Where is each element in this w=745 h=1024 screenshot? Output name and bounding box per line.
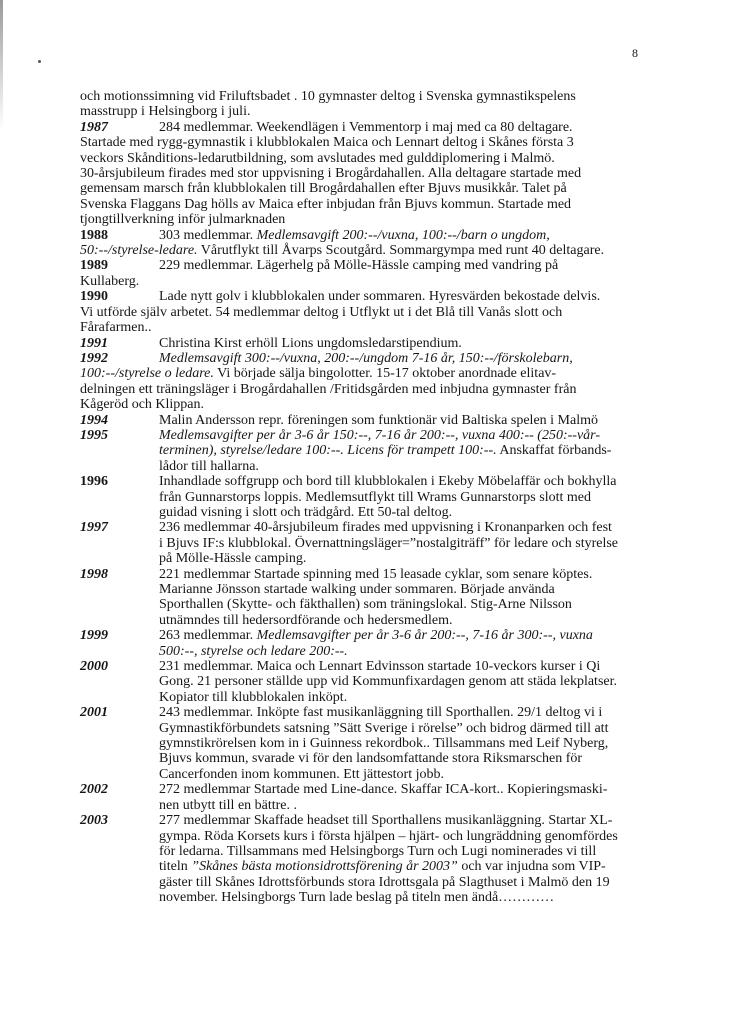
text-line — [80, 228, 650, 243]
text-line: 30-årsjubileum firades med stor uppvisning i Brogårdahallen. Alla deltagare startade med — [80, 166, 582, 182]
text-segment: 303 medlemmar. — [159, 227, 257, 243]
text-line: i Bjuvs IF:s klubblokal. Övernattningsläger=”nostalgiträff” för ledare och styrelse — [159, 535, 619, 551]
text-line: delningen ett träningsläger i Brogårdahallen /Fritidsgården med inbjudna gymnaster från — [80, 381, 577, 397]
entry-1998 — [80, 567, 650, 629]
year-label: 2002 — [80, 782, 108, 798]
text-line: Kopiator till klubblokalen inköpt. — [159, 689, 348, 705]
text-line: Gymnastikförbundets satsning ”Sätt Sverige i rörelse” och bidrog därmed till att — [159, 720, 609, 736]
text-line: gympa. Röda Korsets kurs i första hjälpen – hjärt- och lungräddning genomfördes — [159, 828, 618, 844]
award-title: ”Skånes bästa motionsidrottsförening år 2003” — [191, 859, 458, 875]
text-line: för ledarna. Tillsammans med Helsingborgs Turn och Lugi nominerades vi till — [159, 843, 597, 859]
text-line: tjongtillverkning inför julmarknaden — [80, 212, 286, 228]
entry-1990 — [80, 289, 650, 335]
text-line: Svenska Flaggans Dag hölls av Maica efter inbjudan från Bjuvs kommun. Startade med — [80, 196, 572, 212]
scan-dot — [38, 60, 41, 63]
year-label: 1992 — [80, 350, 108, 366]
text-segment: Vi började sälja bingolotter. 15-17 oktober anordnade elitav- — [213, 366, 557, 382]
text-line: Lade nytt golv i klubblokalen under sommaren. Hyresvärden bekostade delvis. — [159, 289, 601, 305]
text-line — [159, 443, 650, 458]
text-line: 284 medlemmar. Weekendlägen i Vemmentorp i maj med ca 80 deltagare. — [159, 119, 573, 135]
year-label: 1988 — [80, 227, 108, 243]
text-line: lådor till hallarna. — [159, 458, 259, 474]
year-label: 1996 — [80, 474, 108, 490]
text-line: Cancerfonden inom kommunen. Ett jättestort jobb. — [159, 766, 444, 782]
entry-intro — [80, 89, 650, 120]
text-line: Bjuvs kommun, svarade vi för den landsomfattande stora Riksmarschen för — [159, 751, 583, 767]
text-line: Inhandlade soffgrupp och bord till klubblokalen i Ekeby Möbelaffär och bokhylla — [159, 474, 617, 490]
text-line — [80, 366, 650, 381]
year-label: 1999 — [80, 628, 108, 644]
text-line: masstrupp i Helsingborg i juli. — [80, 104, 251, 120]
entry-2003 — [80, 813, 650, 905]
fee-text: Medlemsavgifter per år 3-6 år 150:--, 7-16 år 200:--, vuxna 400:-- (250:--vår- — [159, 427, 600, 443]
text-line: och motionssimning vid Friluftsbadet . 10 gymnaster deltog i Svenska gymnastikspelens — [80, 89, 576, 104]
text-line: 243 medlemmar. Inköpte fast musikanläggning till Sporthallen. 29/1 deltog vi i — [159, 705, 603, 721]
text-line: Marianne Jönsson startade walking under sommaren. Började använda — [159, 582, 555, 597]
entry-2001 — [80, 705, 650, 782]
text-line: 221 medlemmar Startade spinning med 15 leasade cyklar, som senare köptes. — [159, 566, 593, 582]
text-line: gäster till Skånes Idrottsförbunds stora Idrottsgala på Slagthuset i Malmö den 19 — [159, 874, 610, 890]
text-line: Gong. 21 personer ställde upp vid Kommunfixardagen genom att städa lekplatser. — [159, 674, 618, 690]
text-line: 229 medlemmar. Lägerhelg på Mölle-Hässle camping med vandring på — [159, 258, 559, 274]
text-line: 272 medlemmar Startade med Line-dance. Skaffar ICA-kort.. Kopieringsmaski- — [159, 782, 608, 798]
fee-text: 500:--, styrelse och ledare 200:--. — [159, 643, 348, 659]
text-line: gemensam marsch från klubblokalen till Brogårdahallen efter Bjuvs musikkår. Talet på — [80, 181, 567, 197]
text-line: november. Helsingborgs Turn lade beslag på titeln men ändå………… — [159, 890, 555, 906]
text-segment: och var injudna som VIP- — [457, 859, 606, 875]
fee-text: Medlemsavgift 200:--/vuxna, 100:--/barn o ungdom, — [256, 227, 550, 243]
text-line: Sporthallen (Skytte- och fäkthallen) som träningslokal. Stig-Arne Nilsson — [159, 597, 572, 613]
entry-1991 — [80, 336, 650, 351]
text-line: Christina Kirst erhöll Lions ungdomsledarstipendium. — [159, 335, 462, 351]
text-line: Kullaberg. — [80, 273, 140, 289]
text-line: guidad visning i slott och trädgård. Ett 50-tal deltog. — [159, 504, 453, 520]
text-segment: Vårutflykt till Åvarps Scoutgård. Sommargympa med runt 40 deltagare. — [197, 243, 605, 259]
text-segment: titeln — [159, 859, 192, 875]
fee-text: Medlemsavgift 300:--/vuxna, 200:--/ungdom 7-16 år, 150:--/förskolebarn, — [159, 350, 573, 366]
year-label: 1987 — [80, 119, 108, 135]
text-line: 277 medlemmar Skaffade headset till Sporthallens musikanläggning. Startar XL- — [159, 813, 613, 829]
entry-1988 — [80, 228, 650, 259]
text-line: Kågeröd och Klippan. — [80, 397, 205, 413]
scan-edge-shadow — [0, 0, 3, 130]
text-segment: Anskaffat förbands- — [496, 443, 612, 459]
text-line: Malin Andersson repr. föreningen som funktionär vid Baltiska spelen i Malmö — [159, 412, 598, 428]
text-line: Vi utförde själv arbetet. 54 medlemmar deltog i Utflykt ut i det Blå till Vanås slott och — [80, 304, 563, 320]
document-body — [80, 89, 650, 906]
year-label: 2000 — [80, 659, 108, 675]
year-label: 1990 — [80, 289, 108, 305]
entry-1989 — [80, 258, 650, 289]
page-number: 8 — [632, 46, 638, 60]
text-line: 231 medlemmar. Maica och Lennart Edvinsson startade 10-veckors kurser i Qi — [159, 659, 601, 675]
text-line — [159, 628, 650, 643]
year-label: 1998 — [80, 566, 108, 582]
year-label: 2003 — [80, 813, 108, 829]
text-line — [159, 859, 650, 874]
year-label: 1991 — [80, 335, 108, 351]
fee-text: terminen), styrelse/ledare 100:--. Licens för trampett 100:--. — [159, 443, 497, 459]
entry-1996 — [80, 474, 650, 520]
year-label: 1994 — [80, 412, 108, 428]
text-line: från Gunnarstorps loppis. Medlemsutflykt till Wrams Gunnarstorps slott med — [159, 489, 591, 505]
entry-1987 — [80, 120, 650, 228]
text-line — [80, 243, 650, 258]
text-line: Fårafarmen.. — [80, 320, 152, 336]
fee-text: 100:--/styrelse o ledare. — [80, 366, 214, 382]
text-line: Startade med rygg-gymnastik i klubblokalen Maica och Lennart deltog i Skånes första 3 — [80, 135, 574, 151]
text-line: veckors Skånditions-ledarutbildning, som avslutades med gulddiplomering i Malmö. — [80, 150, 555, 166]
entry-1994 — [80, 413, 650, 428]
year-label: 1997 — [80, 520, 108, 536]
entry-1995 — [80, 428, 650, 474]
entry-2002 — [80, 782, 650, 813]
entry-1999 — [80, 628, 650, 659]
entry-1992 — [80, 351, 650, 413]
year-label: 1995 — [80, 427, 108, 443]
entry-2000 — [80, 659, 650, 705]
year-label: 1989 — [80, 258, 108, 274]
text-line: 236 medlemmar 40-årsjubileum firades med uppvisning i Kronanparken och fest — [159, 520, 612, 536]
text-segment: 263 medlemmar. — [159, 628, 257, 644]
text-line: gymnstikrörelsen kom in i Guinness rekordbok.. Tillsammans med Leif Nyberg, — [159, 736, 609, 752]
entry-1997 — [80, 520, 650, 566]
text-line: på Mölle-Hässle camping. — [159, 551, 307, 567]
year-label: 2001 — [80, 705, 108, 721]
text-line: nen utbytt till en bättre. . — [159, 797, 298, 813]
fee-text: Medlemsavgifter per år 3-6 år 200:--, 7-16 år 300:--, vuxna — [256, 628, 593, 644]
fee-text: 50:--/styrelse-ledare. — [80, 243, 198, 259]
text-line: utnämndes till hedersordförande och hedersmedlem. — [159, 612, 453, 628]
